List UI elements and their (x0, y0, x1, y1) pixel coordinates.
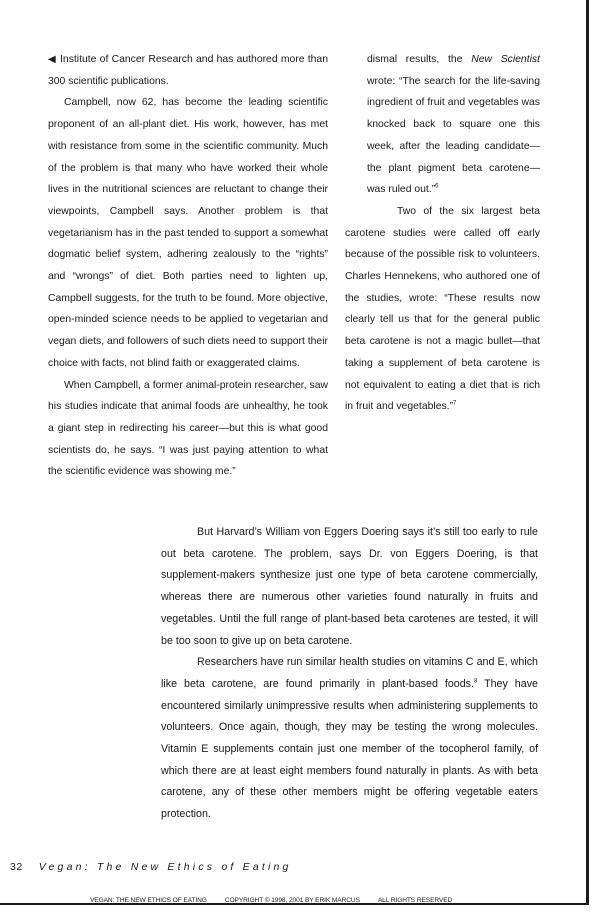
page-number: 32 (10, 861, 23, 873)
right-paragraph-1 (345, 49, 540, 201)
copyright-title: VEGAN: THE NEW ETHICS OF EATING (90, 897, 207, 904)
page-frame-right (586, 0, 589, 905)
continued-arrow-icon: ◀ (48, 54, 57, 65)
left-column (48, 49, 328, 483)
footnote-ref-8: 8 (473, 678, 478, 685)
left-paragraph-2: Campbell, now 62, has become the leading scientific proponent of an all-plant diet. His work, however, has met with resistance from some in the scientific community. Much of the problem is that many who have worked their whole lives in the nutritional sciences are reluctant to change their viewpoints, Campbell says. Another problem is that vegetarianism has in the past tended to support a somewhat dogmatic belief system, adhering zealously to the “rights” and “wrongs” of diet. Both parties need to lighten up, Campbell suggests, for the truth to be found. More objective, open-minded science needs to be applied to vegetarian and vegan diets, and followers of such diets need to support their choice with facts, not blind faith or exaggerated claims. (48, 97, 328, 369)
right-paragraph-1-text-a: dismal results, the (367, 54, 472, 65)
copyright-notice: COPYRIGHT © 1998, 2001 BY ERIK MARCUS (224, 897, 360, 904)
right-paragraph-2 (345, 201, 540, 418)
footnote-ref-7: 7 (453, 400, 457, 407)
source-title: New Scientist (471, 54, 540, 65)
right-paragraph-2-text: Two of the six largest beta carotene studies were called off early because of the possible risk to volunteers. Charles Hennekens, who authored one of the studies, wrote: “These results now clearly tell us that for the general public beta carotene is not a magic bullet—that taking a supplement of beta carotene is not equivalent to eating a diet that is rich in fruit and vegetables.” (345, 205, 540, 413)
copyright-rights: ALL RIGHTS RESERVED (377, 897, 453, 904)
bottom-paragraph-2-text-a: Researchers have run similar health studies on vitamins C and E, which like beta carotene, are found primarily in plant-based foods. (161, 656, 538, 690)
bottom-paragraph-2-text-b: They have encountered similarly unimpressive results when administering supplements to volunteers. Once again, though, they may be testing the wrong molecules. Vitamin E supplements contain just one member of the tocopherol family, of which there are at least eight members found naturally in plants. As with beta carotene, any of these other members might be offering vegetable eaters protection. (161, 677, 538, 821)
right-column (345, 49, 540, 418)
left-paragraph-3: When Campbell, a former animal-protein researcher, saw his studies indicate that animal foods are unhealthy, he took a giant step in redirecting his career—but this is what good scientists do, he says. “I was just paying attention to what the scientific evidence was showing me.” (48, 379, 328, 478)
bottom-column (161, 522, 538, 826)
running-footer (10, 861, 292, 873)
left-paragraph-1-text: Institute of Cancer Research and has authored more than 300 scientific publications. (48, 54, 328, 87)
bottom-paragraph-2 (161, 652, 538, 826)
right-paragraph-1-text-b: wrote: “The search for the life-saving ingredient of fruit and vegetables was knocked back to square one this week, after the leading candidate—the plant pigment beta carotene—was ruled out.” (367, 75, 540, 196)
book-title: Vegan: The New Ethics of Eating (38, 861, 292, 873)
left-paragraph-1 (48, 49, 328, 92)
copyright-bar (90, 897, 470, 904)
footnote-ref-6: 6 (435, 183, 439, 190)
bottom-paragraph-1: But Harvard’s William von Eggers Doering says it’s still too early to rule out beta carotene. The problem, says Dr. von Eggers Doering, is that supplement-makers synthesize just one type of beta carotene commercially, whereas there are numerous other varieties found naturally in fruits and vegetables. Until the full range of plant-based beta carotenes are tested, it will be too soon to give up on beta carotene. (161, 526, 538, 647)
